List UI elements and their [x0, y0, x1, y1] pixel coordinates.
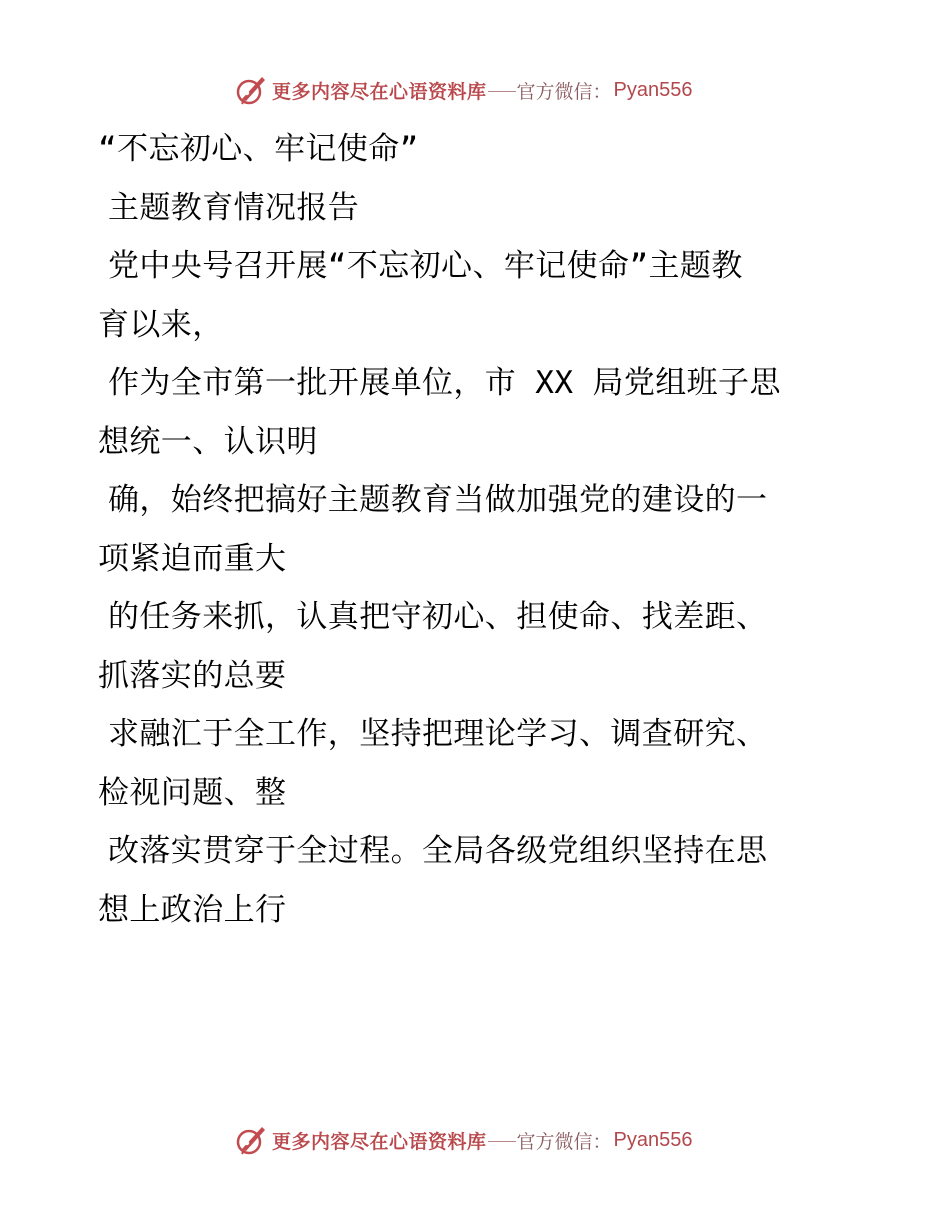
watermark-separator: [488, 91, 516, 92]
doc-text-line: 检视问题、整: [98, 774, 287, 811]
doc-title-line-2: 主题教育情况报告: [108, 189, 360, 226]
doc-text-line: 想统一、认识明: [98, 423, 318, 460]
doc-text-line: 想上政治上行: [98, 891, 287, 928]
doc-text-line: 求融汇于全工作，坚持把理论学习、调查研究、: [108, 716, 768, 752]
quill-pen-logo-icon: [234, 1123, 268, 1157]
watermark-wechat-id: Pyan556: [613, 1128, 693, 1151]
watermark-wechat-label: 官方微信：: [516, 80, 612, 103]
doc-text-line: 改落实贯穿于全过程。全局各级党组织坚持在思: [108, 833, 768, 869]
doc-text-line: 育以来，: [98, 306, 224, 343]
doc-text-line: 确，始终把搞好主题教育当做加强党的建设的一: [108, 482, 768, 518]
watermark-separator: [488, 1141, 516, 1142]
watermark-wechat-id: Pyan556: [613, 78, 693, 101]
doc-text-line: 项紧迫而重大: [98, 540, 287, 577]
doc-text-line: 党中央号召开展“不忘初心、牢记使命”主题教: [108, 248, 743, 284]
watermark-wechat-label: 官方微信：: [516, 1130, 612, 1153]
watermark-site-text: 更多内容尽在心语资料库: [272, 80, 487, 103]
doc-text-line: 抓落实的总要: [98, 657, 287, 694]
header-watermark: [234, 72, 693, 108]
doc-title-line-1: “不忘初心、牢记使命”: [98, 131, 419, 167]
footer-watermark: [234, 1122, 693, 1158]
document-body: [98, 120, 838, 939]
watermark-site-text: 更多内容尽在心语资料库: [272, 1130, 487, 1153]
doc-text-line: 的任务来抓，认真把守初心、担使命、找差距、: [108, 599, 768, 635]
doc-text-line: 作为全市第一批开展单位，市 XX 局党组班子思: [108, 365, 781, 401]
quill-pen-logo-icon: [234, 73, 268, 107]
